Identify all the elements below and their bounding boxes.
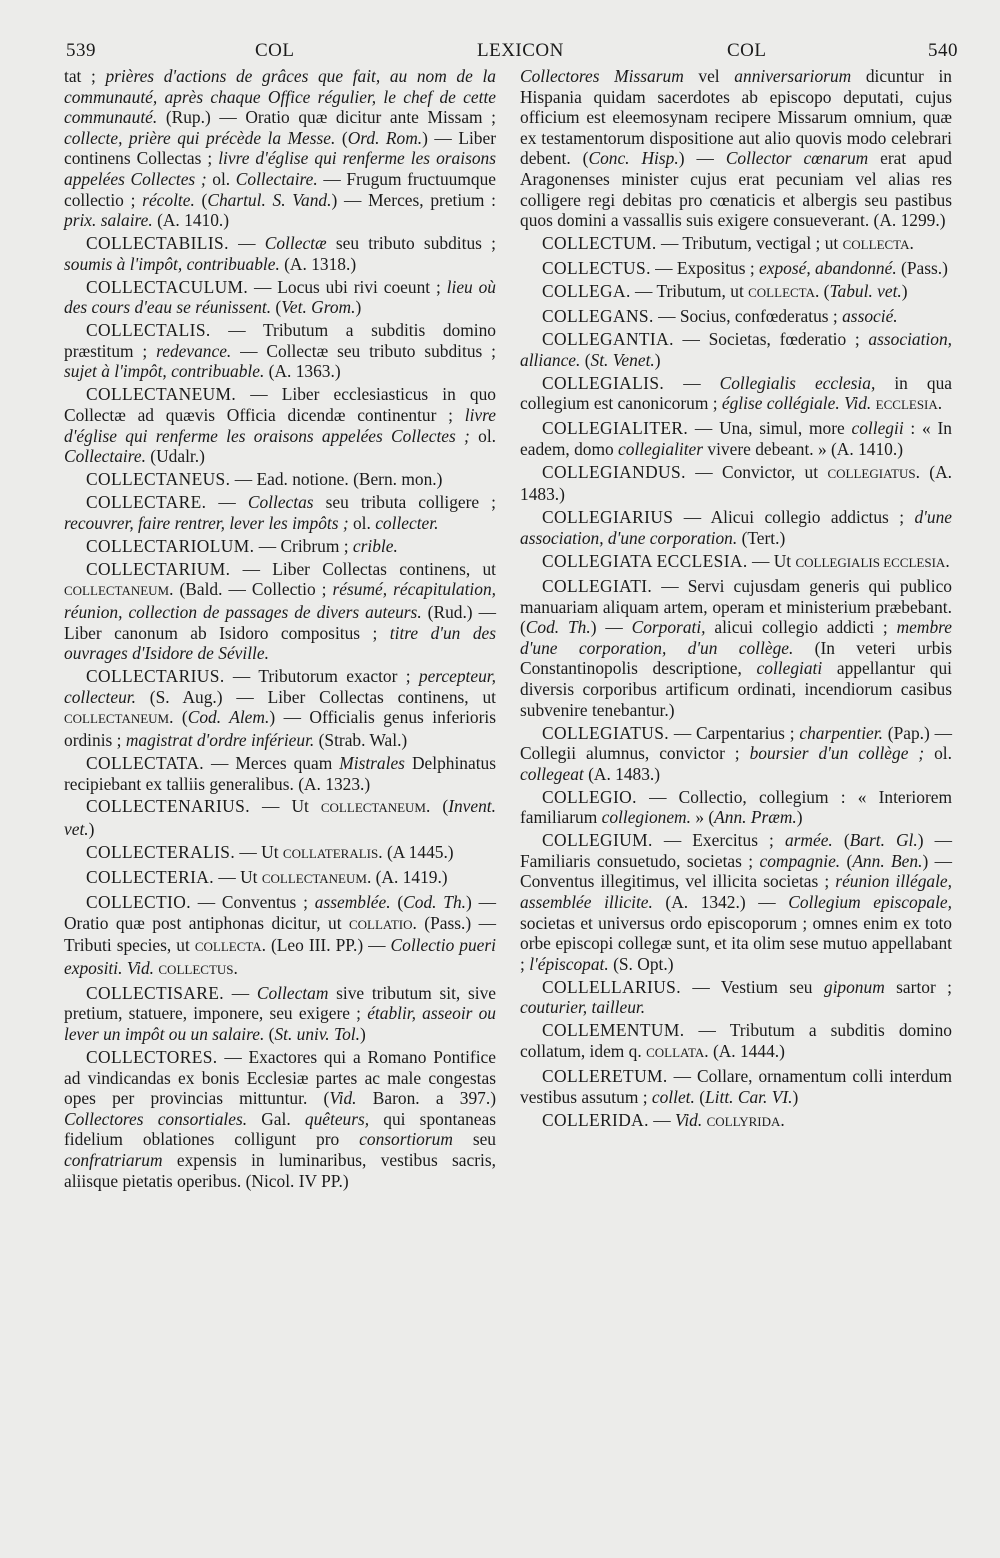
entry-definition: — Alicui collegio addictus ; d'une association, d'une corporation. (Tert.) <box>520 507 952 548</box>
entry-headword: COLLECTACULUM. <box>86 276 249 297</box>
entry-definition: — Una, simul, more collegii : « In eadem, domo collegialiter vivere debeant. » (A. 1410.) <box>520 418 953 459</box>
entry-headword: COLLECTATA. <box>86 752 205 773</box>
entry-definition: — Exercitus ; armée. (Bart. Gl.) — Familiaris consuetudo, societas ; compagnie. (Ann. Ben.) — Conventus illegitimus, vel illicita societas ; réunion illégale, assemblée illicite. (A. 1342.) — Collegium episcopale, societas et universus ordo episcoporum ; omnes enim ex toto orbe episcopi collegæ sunt, et ita olim sese mutuo appellabant ; l'épiscopat. (S. Opt.) <box>520 830 953 974</box>
entry-headword: COLLECTIO. <box>86 892 191 913</box>
dictionary-entry <box>64 559 496 664</box>
right-guide-word: COL <box>727 40 767 61</box>
entry-headword: COLLECTABILIS. <box>86 233 229 254</box>
entry-definition: — Liber ecclesiasticus in quo Collectæ ad quævis Officia dicendæ continentur ; livre d'église qui renferme les oraisons appelées Collectes ; ol. Collectaire. (Udalr.) <box>64 384 496 467</box>
dictionary-entry <box>64 666 496 750</box>
left-page-number: 539 <box>66 40 96 61</box>
dictionary-entry <box>64 536 496 557</box>
entry-headword: COLLERIDA. <box>542 1109 649 1130</box>
dictionary-entry <box>64 277 496 318</box>
entry-headword: COLLEGA. <box>542 281 631 302</box>
dictionary-entry <box>64 753 496 794</box>
entry-definition: — Socius, confœderatus ; associé. <box>653 306 898 327</box>
dictionary-entry <box>520 1110 952 1133</box>
dictionary-entry <box>520 66 952 231</box>
entry-definition: — Merces quam Mistrales Delphinatus recipiebant ex talliis generalibus. (A. 1323.) <box>64 752 496 794</box>
dictionary-entry <box>64 892 496 980</box>
dictionary-entry <box>520 1066 952 1107</box>
entry-definition: — Carpentarius ; charpentier. (Pap.) — Collegii alumnus, convictor ; boursier d'un collège ; ol. collegeat (A. 1483.) <box>520 722 953 784</box>
left-guide-word: COL <box>255 40 295 61</box>
dictionary-entry <box>520 329 952 370</box>
running-header <box>0 30 1000 70</box>
dictionary-entry <box>520 787 952 828</box>
right-page-number: 540 <box>928 40 958 61</box>
book-title: LEXICON <box>477 40 564 61</box>
entry-definition: — Collectam sive tributum sit, sive pretium, statuere, imponere, seu exigere ; établir, asseoir ou lever un impôt ou un salaire. (St. univ. Tol.) <box>64 982 497 1044</box>
dictionary-entry <box>520 281 952 304</box>
entry-headword: COLLEGANS. <box>542 306 654 327</box>
dictionary-entry <box>64 469 496 490</box>
dictionary-entry <box>520 1020 952 1063</box>
dictionary-entry <box>64 983 496 1045</box>
dictionary-entry <box>520 576 952 720</box>
left-column <box>64 66 496 1194</box>
entry-definition: — Collectæ seu tributo subditus ; soumis à l'impôt, contribuable. (A. 1318.) <box>64 233 496 274</box>
entry-definition: — Collectio, collegium : « Interiorem familiarum collegionem. » (Ann. Præm.) <box>520 786 952 828</box>
entry-definition: — Tributum, ut COLLECTA. (Tabul. vet.) <box>630 281 908 302</box>
dictionary-entry <box>64 492 496 533</box>
entry-headword: COLLECTERIA. <box>86 867 214 888</box>
dictionary-entry <box>520 507 952 548</box>
entry-headword: COLLEGIATA ECCLESIA. <box>542 550 748 571</box>
entry-headword: COLLEGIUM. <box>542 830 653 851</box>
entry-headword: COLLECTUM. <box>542 233 657 254</box>
dictionary-entry <box>64 796 496 839</box>
entry-definition: — Locus ubi rivi coeunt ; lieu où des cours d'eau se réunissent. (Vet. Grom.) <box>64 276 496 318</box>
entry-headword: COLLECTUS. <box>542 258 651 279</box>
entry-headword: COLLEGIALITER. <box>542 418 689 439</box>
entry-headword: COLLECTISARE. <box>86 982 225 1003</box>
entry-headword: COLLECTARIUM. <box>86 558 231 579</box>
entry-definition: — Collectas seu tributa colligere ; recouvrer, faire rentrer, lever les impôts ; ol. collecter. <box>64 492 496 533</box>
entry-headword: COLLECTORES. <box>86 1046 218 1067</box>
entry-headword: COLLELLARIUS. <box>542 976 682 997</box>
entry-headword: COLLEGIATUS. <box>542 722 670 743</box>
entry-definition: — Conventus ; assemblée. (Cod. Th.) — Oratio quæ post antiphonas dicitur, ut COLLATIO. (Pass.) — Tributi species, ut COLLECTA. (Leo III. PP.) — Collectio pueri expositi. Vid. COLLECTUS. <box>64 892 497 978</box>
entry-headword: COLLEGIANDUS. <box>542 461 686 482</box>
entry-headword: COLLEMENTUM. <box>542 1020 685 1041</box>
dictionary-entry <box>64 1047 496 1191</box>
dictionary-entry <box>64 842 496 865</box>
entry-definition: tat ; prières d'actions de grâces que fait, au nom de la communauté, après chaque Office régulier, le chef de cette communauté. (Rup.) — Oratio quæ dicitur ante Missam ; collecte, prière qui précède la Messe. (Ord. Rom.) — Liber continens Collectas ; livre d'église qui renferme les oraisons appelées Collectes ; ol. Collectaire. — Frugum fructuumque collectio ; récolte. (Chartul. S. Vand.) — Merces, pretium : prix. salaire. (A. 1410.) <box>64 66 497 231</box>
entry-definition: — Servi cujusdam generis qui publico manuariam aliquam artem, operam et ministerium præbebant. (Cod. Th.) — Corporati, alicui collegio addicti ; membre d'une corporation, d'un collège. (In veteri urbis Constantinopolis descriptione, collegiati appellantur qui diversis corporibus artificum ordinati, incendiorum casibus subvenire tenebantur.) <box>520 575 952 720</box>
entry-definition: Collectores Missarum vel anniversariorum dicuntur in Hispania quidam sacerdotes ab episcopo deputati, cujus officium est eleemosynam recipere Missarum omnium, quæ ex testamentorum dispositione aut alio quovis modo celebrari debent. (Conc. Hisp.) — Collector cœnarum erat apud Aragonenses minister cujus erat pecuniam vel alias res colligere regi debitas pro cœnaticis et albergis seu pastibus quos domini a vassallis suis exigere consueverant. (A. 1299.) <box>520 66 952 231</box>
dictionary-entry <box>64 384 496 466</box>
dictionary-entry <box>520 418 952 459</box>
dictionary-entry <box>520 306 952 327</box>
dictionary-entry <box>520 233 952 256</box>
entry-headword: COLLEGIO. <box>542 786 637 807</box>
entry-definition: — Tributorum exactor ; percepteur, collecteur. (S. Aug.) — Liber Collectas continens, ut COLLECTANEUM. (Cod. Alem.) — Officialis genus inferioris ordinis ; magistrat d'ordre inférieur. (Strab. Wal.) <box>64 666 497 750</box>
dictionary-entry <box>520 723 952 785</box>
dictionary-entry <box>64 66 496 231</box>
dictionary-entry <box>520 977 952 1018</box>
entry-definition: — Liber Collectas continens, ut COLLECTANEUM. (Bald. — Collectio ; résumé, récapitulation, réunion, collection de passages de divers auteurs. (Rud.) — Liber canonum ab Isidoro compositus ; titre d'un des ouvrages d'Isidore de Séville. <box>64 558 497 664</box>
entry-definition: — Ut COLLATERALIS. (A 1445.) <box>235 842 454 863</box>
dictionary-entry <box>64 233 496 274</box>
entry-headword: COLLECTERALIS. <box>86 842 236 863</box>
entry-headword: COLLECTANEUM. <box>86 384 237 405</box>
entry-definition: — Vid. COLLYRIDA. <box>648 1109 785 1130</box>
entry-definition: — Tributum a subditis domino collatum, idem q. COLLATA. (A. 1444.) <box>520 1020 952 1061</box>
entry-headword: COLLECTARE. <box>86 492 207 513</box>
entry-definition: — Collegialis ecclesia, in qua collegium est canonicorum ; église collégiale. Vid. ECCLESIA. <box>520 372 952 414</box>
entry-definition: — Ut COLLECTANEUM. (A. 1419.) <box>213 867 448 888</box>
entry-definition: — Tributum a subditis domino præstitum ; redevance. — Collectæ seu tributo subditus ; sujet à l'impôt, contribuable. (A. 1363.) <box>64 320 496 382</box>
entry-definition: — Expositus ; exposé, abandonné. (Pass.) <box>650 258 948 279</box>
entry-headword: COLLERETUM. <box>542 1065 668 1086</box>
entry-headword: COLLECTARIUS. <box>86 666 225 687</box>
entry-definition: — Cribrum ; crible. <box>254 535 398 556</box>
entry-headword: COLLEGIATI. <box>542 575 653 596</box>
dictionary-entry <box>520 830 952 974</box>
dictionary-entry <box>64 867 496 890</box>
entry-definition: — Ead. notione. (Bern. mon.) <box>230 469 443 490</box>
entry-headword: COLLECTENARIUS. <box>86 796 250 817</box>
entry-headword: COLLEGANTIA. <box>542 329 674 350</box>
entry-definition: — Societas, fœderatio ; association, alliance. (St. Venet.) <box>520 329 952 370</box>
dictionary-entry <box>520 551 952 574</box>
entry-headword: COLLECTARIOLUM. <box>86 535 255 556</box>
entry-definition: — Tributum, vectigal ; ut COLLECTA. <box>656 233 914 254</box>
entry-headword: COLLEGIARIUS <box>542 507 674 528</box>
entry-definition: — Ut COLLEGIALIS ECCLESIA. <box>747 550 950 571</box>
entry-headword: COLLECTALIS. <box>86 320 211 341</box>
entry-headword: COLLEGIALIS. <box>542 372 665 393</box>
entry-definition: — Exactores qui a Romano Pontifice ad vindicandas ex bonis Ecclesiæ partes ac male congestas opes per provincias mittuntur. (Vid. Baron. a 397.) Collectores consortiales. Gal. quêteurs, qui spontaneas fidelium oblationes colligunt pro consortiorum seu confratriarum expensis in luminaribus, vestibus sacris, aliisque pietatis operibus. (Nicol. IV PP.) <box>64 1046 497 1191</box>
dictionary-entry <box>520 258 952 279</box>
entry-definition: — Vestium seu giponum sartor ; couturier, tailleur. <box>520 976 952 1018</box>
dictionary-entry <box>64 320 496 382</box>
entry-definition: — Convictor, ut COLLEGIATUS. (A. 1483.) <box>520 461 952 505</box>
dictionary-entry <box>520 373 952 416</box>
entry-headword: COLLECTANEUS. <box>86 469 231 490</box>
entry-definition: — Collare, ornamentum colli interdum vestibus assutum ; collet. (Litt. Car. VI.) <box>520 1065 952 1107</box>
right-column <box>520 66 952 1135</box>
entry-definition: — Ut COLLECTANEUM. (Invent. vet.) <box>64 796 496 840</box>
dictionary-entry <box>520 462 952 505</box>
